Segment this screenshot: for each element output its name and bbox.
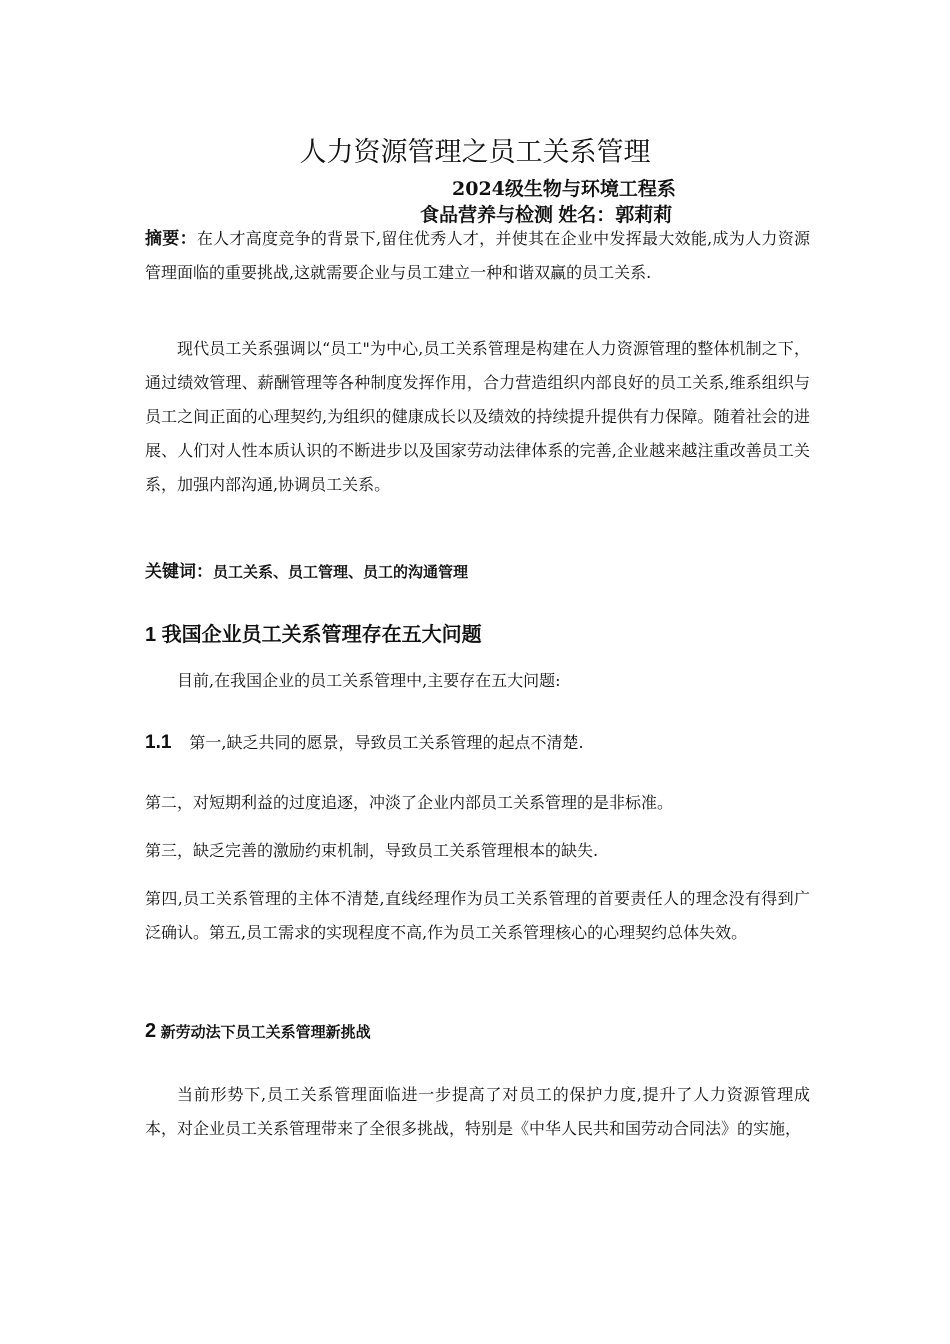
point-2: 第二，对短期利益的过度追逐，冲淡了企业内部员工关系管理的是非标准。 (145, 793, 674, 812)
department-line: 2024级生物与环境工程系 (452, 178, 676, 200)
section-1-intro: 目前,在我国企业的员工关系管理中,主要存在五大问题: (177, 671, 561, 690)
keywords-line (145, 555, 810, 590)
section-2-heading (145, 1020, 371, 1043)
section-2-number: 2 (145, 1020, 157, 1042)
keywords-label: 关键词： (145, 562, 213, 581)
section-2-title: 新劳动法下员工关系管理新挑战 (160, 1024, 371, 1041)
author-line: 食品营养与检测 姓名：郭莉莉 (420, 205, 673, 226)
abstract-label: 摘要： (145, 229, 197, 248)
abstract-paragraph-2: 现代员工关系强调以“员工"为中心,员工关系管理是构建在人力资源管理的整体机制之下，通过绩效管理、薪酬管理等各种制度发挥作用，合力营造组织内部良好的员工关系,维系组织与员工之间正面的心理契约,为组织的健康成长以及绩效的持续提升提供有力保障。随着社会的进展、人们对人性本质认识的不断进步以及国家劳动法律体系的完善,企业越来越注重改善员工关系，加强内部沟通,协调员工关系。 (145, 339, 810, 494)
subsection-1-1-text: 第一,缺乏共同的愿景，导致员工关系管理的起点不清楚. (189, 733, 584, 752)
section-1-heading: 1 我国企业员工关系管理存在五大问题 (145, 624, 482, 646)
point-3: 第三，缺乏完善的激励约束机制，导致员工关系管理根本的缺失. (145, 841, 599, 860)
abstract-paragraph (145, 222, 810, 290)
page-title: 人力资源管理之员工关系管理 (299, 137, 651, 167)
section-2-paragraph: 当前形势下,员工关系管理面临进一步提高了对员工的保护力度,提升了人力资源管理成本，对企业员工关系管理带来了全很多挑战，特别是《中华人民共和国劳动合同法》的实施， (145, 1085, 810, 1138)
subsection-1-1 (145, 726, 810, 760)
point-4-5: 第四,员工关系管理的主体不清楚,直线经理作为员工关系管理的首要责任人的理念没有得到广泛确认。第五,员工需求的实现程度不高,作为员工关系管理核心的心理契约总体失效。 (145, 889, 810, 942)
abstract-text: 在人才高度竞争的背景下,留住优秀人才，并使其在企业中发挥最大效能,成为人力资源管理面临的重要挑战,这就需要企业与员工建立一种和谐双赢的员工关系. (145, 229, 810, 282)
keywords-text: 员工关系、员工管理、员工的沟通管理 (213, 564, 469, 581)
subsection-number: 1.1 (145, 732, 172, 753)
